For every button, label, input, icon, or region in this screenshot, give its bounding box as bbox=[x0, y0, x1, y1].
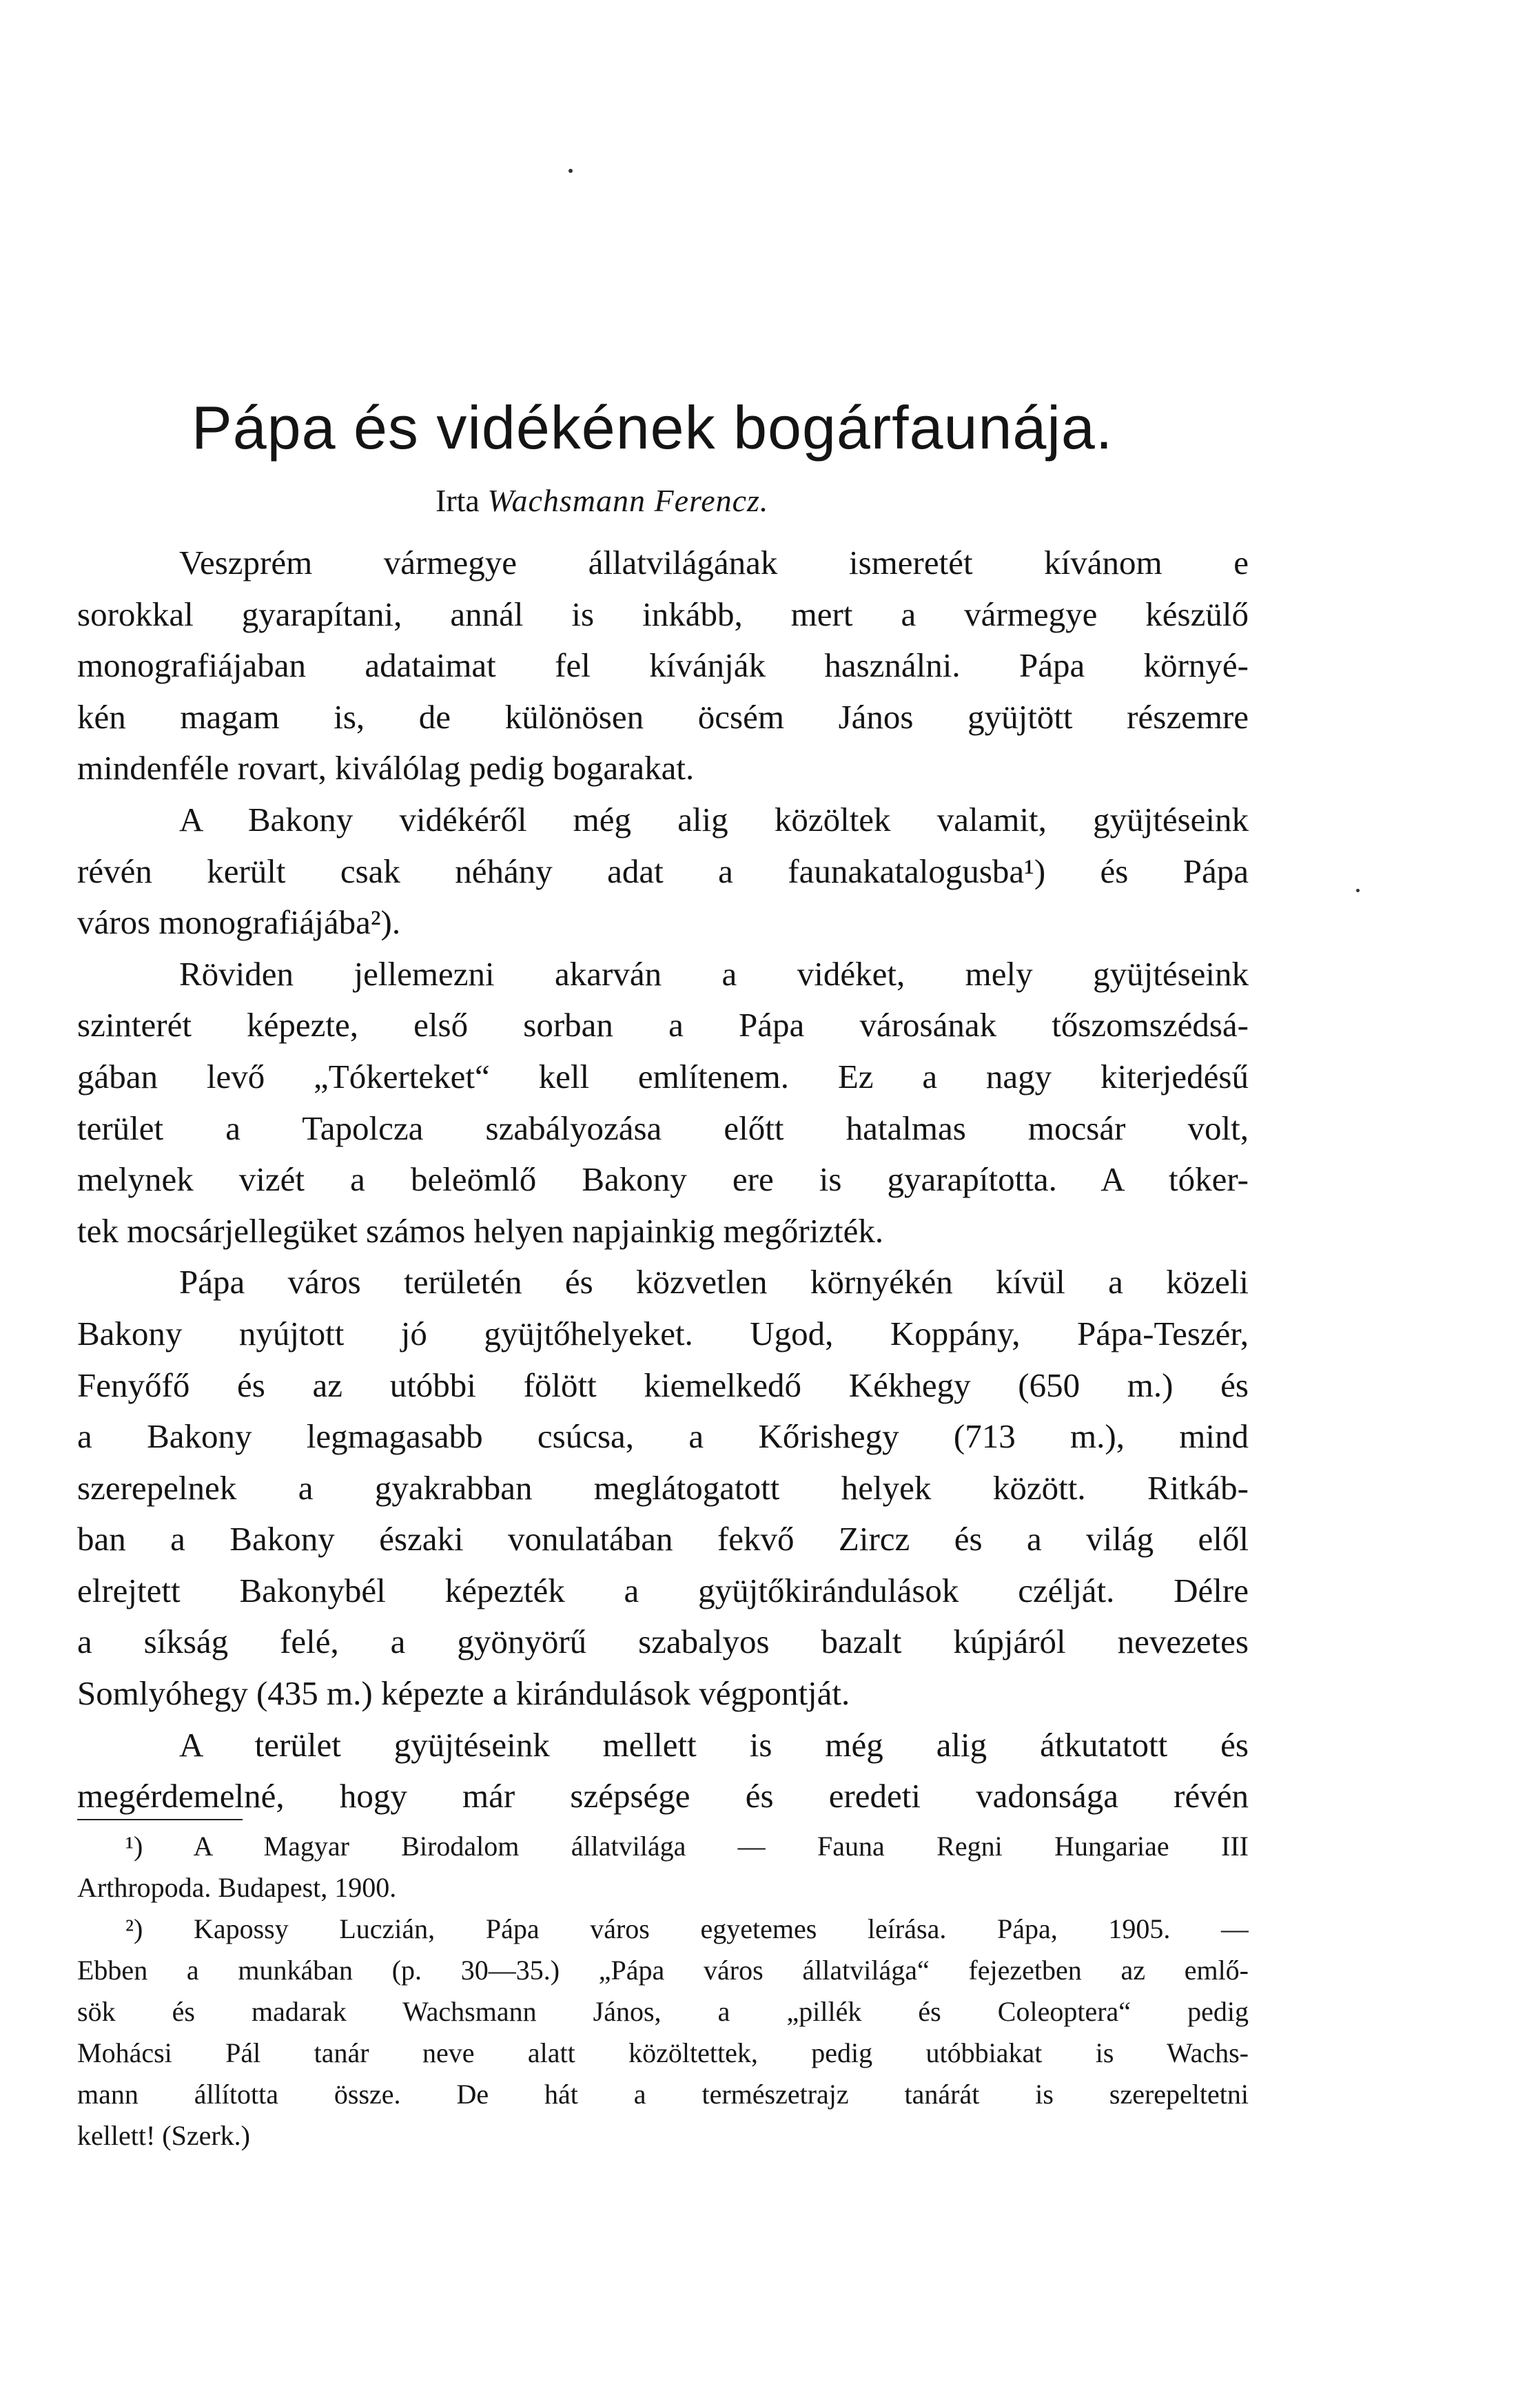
text-line: A Bakony vidékéről még alig közöltek valamit, gyüjtéseink bbox=[179, 800, 1249, 838]
footnote-line: sök és madarak Wachsmann János, a „pillék és Coleoptera“ pedig bbox=[77, 1996, 1249, 2027]
text-line: terület a Tapolcza szabályozása előtt hatalmas mocsár volt, bbox=[77, 1109, 1249, 1147]
author-prefix: Irta bbox=[436, 483, 480, 518]
footnote-line: mann állította össze. De hát a természetrajz tanárát is szerepeltetni bbox=[77, 2079, 1249, 2110]
author-name: Wachsmann Ferencz. bbox=[487, 483, 769, 518]
text-line: A terület gyüjtéseink mellett is még alig átkutatott és bbox=[179, 1725, 1249, 1764]
footnotes bbox=[77, 1826, 1249, 2157]
text-line: tek mocsárjellegüket számos helyen napjainkig megőrizték. bbox=[77, 1211, 884, 1250]
text-line: monografiájaban adataimat fel kívánják használni. Pápa környé- bbox=[77, 646, 1249, 685]
text-line: elrejtett Bakonybél képezték a gyüjtőkirándulások czélját. Délre bbox=[77, 1571, 1249, 1609]
footnote-line: Mohácsi Pál tanár neve alatt közöltettek, pedig utóbbiakat is Wachs- bbox=[77, 2037, 1249, 2068]
footnote-separator bbox=[77, 1819, 243, 1820]
article-title: Pápa és vidékének bogárfaunája. bbox=[192, 393, 1114, 462]
text-line: Somlyóhegy (435 m.) képezte a kirándulások végpontját. bbox=[77, 1674, 850, 1713]
text-line: gában levő „Tókerteket“ kell említenem. Ez a nagy kiterjedésű bbox=[77, 1057, 1249, 1095]
text-line: szerepelnek a gyakrabban meglátogatott helyek között. Ritkáb- bbox=[77, 1468, 1249, 1507]
text-line: melynek vizét a beleömlő Bakony ere is gyarapította. A tóker- bbox=[77, 1160, 1249, 1199]
author-line bbox=[436, 482, 768, 519]
text-line: kén magam is, de különösen öcsém János gyüjtött részemre bbox=[77, 697, 1249, 736]
text-line: megérdemelné, hogy már szépsége és eredeti vadonsága révén bbox=[77, 1777, 1249, 1815]
text-line: Pápa város területén és közvetlen környékén kívül a közeli bbox=[179, 1263, 1249, 1301]
footnote-line: kellett! (Szerk.) bbox=[77, 2120, 250, 2151]
footnote-line: ¹) A Magyar Birodalom állatvilága — Fauna Regni Hungariae III bbox=[125, 1831, 1249, 1862]
text-line: város monografiájába²). bbox=[77, 903, 401, 942]
print-speck bbox=[568, 169, 573, 173]
text-line: révén került csak néhány adat a faunakatalogusba¹) és Pápa bbox=[77, 852, 1249, 890]
text-line: Veszprém vármegye állatvilágának ismeretét kívánom e bbox=[179, 544, 1249, 582]
article-body bbox=[77, 537, 1249, 1822]
text-line: ban a Bakony északi vonulatában fekvő Zircz és a világ elől bbox=[77, 1520, 1249, 1558]
text-line: Fenyőfő és az utóbbi fölött kiemelkedő Kékhegy (650 m.) és bbox=[77, 1366, 1249, 1404]
footnote-line: Arthropoda. Budapest, 1900. bbox=[77, 1872, 397, 1903]
text-line: sorokkal gyarapítani, annál is inkább, mert a vármegye készülő bbox=[77, 595, 1249, 633]
footnote-line: Ebben a munkában (p. 30—35.) „Pápa város állatvilága“ fejezetben az emlő- bbox=[77, 1955, 1249, 1986]
text-line: a síkság felé, a gyönyörű szabalyos bazalt kúpjáról nevezetes bbox=[77, 1623, 1249, 1661]
text-line: Bakony nyújtott jó gyüjtőhelyeket. Ugod, Koppány, Pápa-Teszér, bbox=[77, 1314, 1249, 1352]
footnote-line: ²) Kapossy Luczián, Pápa város egyetemes leírása. Pápa, 1905. — bbox=[125, 1913, 1249, 1944]
text-line: a Bakony legmagasabb csúcsa, a Kőrishegy (713 m.), mind bbox=[77, 1417, 1249, 1456]
text-line: Röviden jellemezni akarván a vidéket, mely gyüjtéseink bbox=[179, 954, 1249, 993]
text-line: mindenféle rovart, kiválólag pedig bogarakat. bbox=[77, 749, 695, 788]
print-speck bbox=[1356, 889, 1360, 892]
text-line: szinterét képezte, első sorban a Pápa városának tőszomszédsá- bbox=[77, 1006, 1249, 1045]
